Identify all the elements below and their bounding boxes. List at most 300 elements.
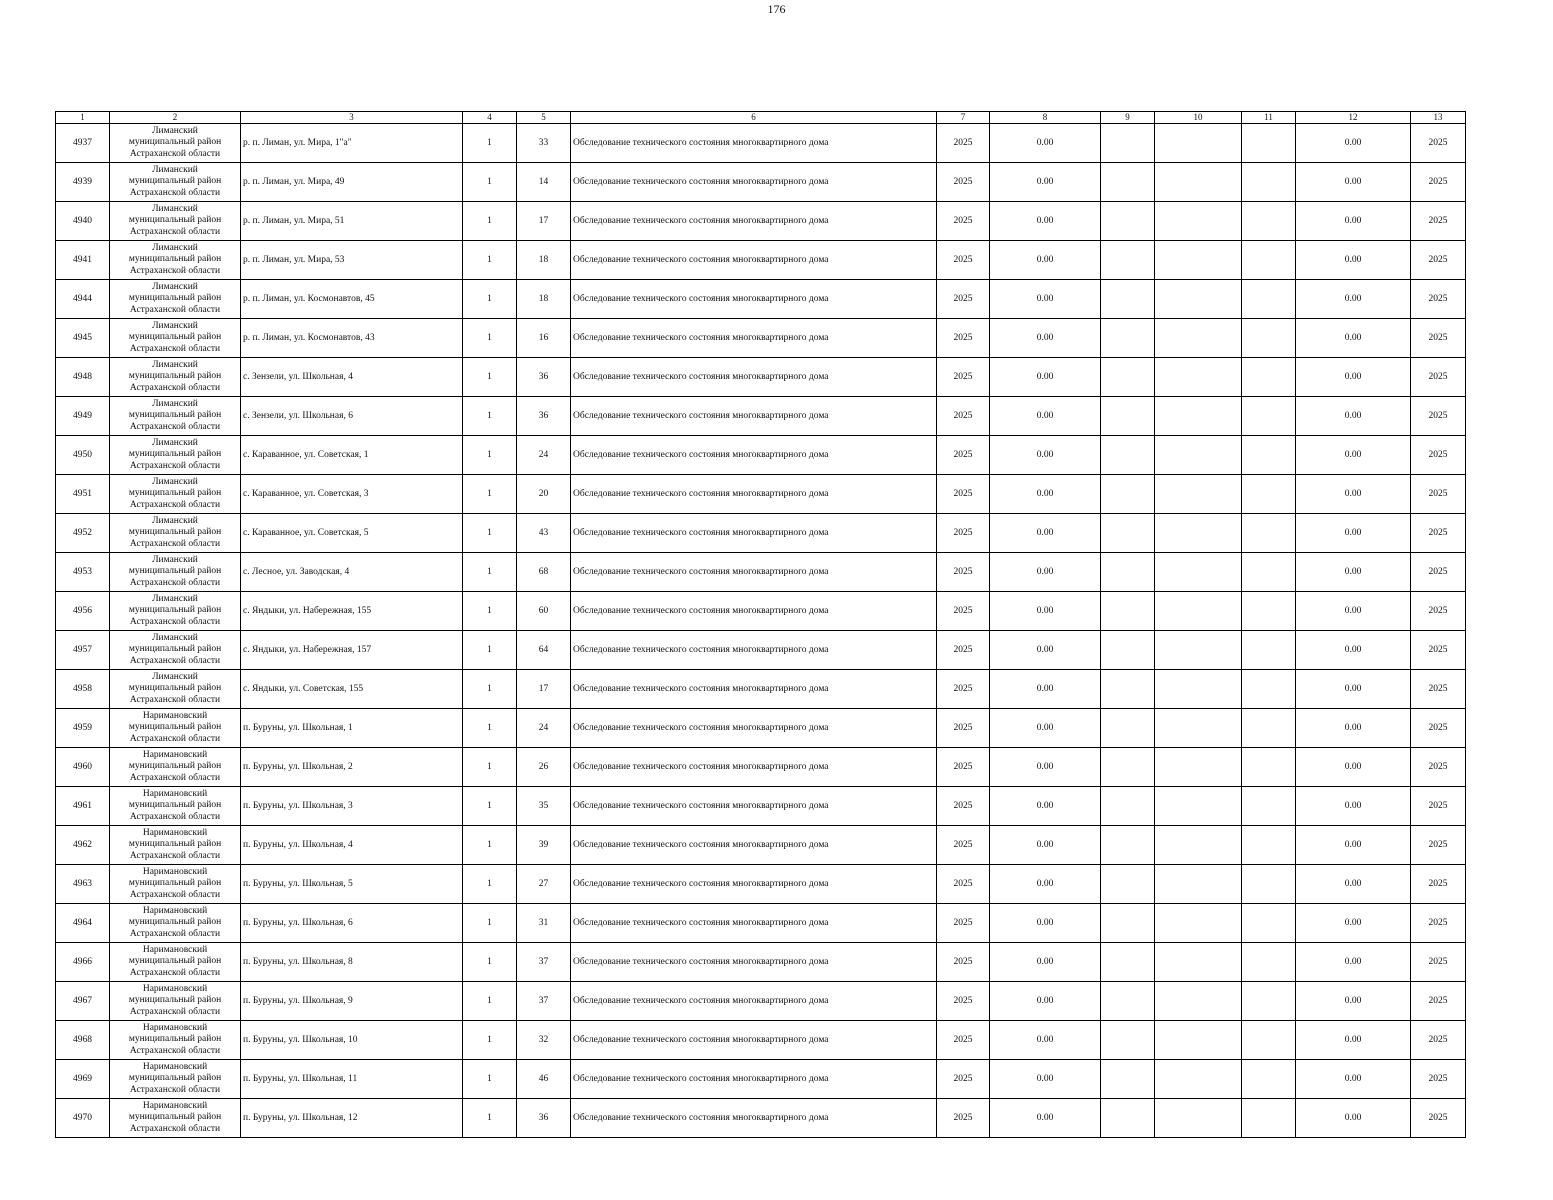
cell-num: 4941 — [56, 241, 110, 280]
cell-c12: 0.00 — [1296, 592, 1411, 631]
cell-num: 4969 — [56, 1060, 110, 1099]
cell-c10 — [1155, 358, 1242, 397]
cell-c4: 1 — [463, 982, 517, 1021]
cell-municipality — [110, 592, 241, 631]
cell-c11 — [1242, 787, 1296, 826]
cell-c9 — [1101, 163, 1155, 202]
cell-c13: 2025 — [1411, 982, 1466, 1021]
cell-c7: 2025 — [937, 748, 990, 787]
cell-c13: 2025 — [1411, 202, 1466, 241]
cell-c10 — [1155, 280, 1242, 319]
table-row — [56, 397, 1466, 436]
cell-c11 — [1242, 904, 1296, 943]
cell-c7: 2025 — [937, 553, 990, 592]
column-header-4: 4 — [463, 112, 517, 124]
cell-c5: 37 — [517, 982, 571, 1021]
cell-c13: 2025 — [1411, 280, 1466, 319]
table-row — [56, 631, 1466, 670]
cell-c11 — [1242, 163, 1296, 202]
column-header-9: 9 — [1101, 112, 1155, 124]
cell-c8: 0.00 — [990, 163, 1101, 202]
municipality-region: Астраханской области — [129, 148, 221, 159]
cell-c10 — [1155, 787, 1242, 826]
page-number: 176 — [767, 2, 786, 16]
municipality-type: муниципальный район — [128, 332, 222, 343]
table-row — [56, 748, 1466, 787]
cell-c12: 0.00 — [1296, 202, 1411, 241]
cell-c13: 2025 — [1411, 631, 1466, 670]
municipality-region: Астраханской области — [129, 421, 221, 432]
cell-municipality — [110, 1060, 241, 1099]
cell-c10 — [1155, 592, 1242, 631]
cell-municipality — [110, 241, 241, 280]
cell-work: Обследование технического состояния многоквартирного дома — [571, 1099, 937, 1138]
cell-c5: 32 — [517, 1021, 571, 1060]
cell-c10 — [1155, 982, 1242, 1021]
municipality-type: муниципальный район — [128, 215, 222, 226]
cell-c13: 2025 — [1411, 1099, 1466, 1138]
municipality-type: муниципальный район — [128, 644, 222, 655]
cell-municipality — [110, 553, 241, 592]
cell-municipality — [110, 319, 241, 358]
cell-c7: 2025 — [937, 280, 990, 319]
municipality-name: Наримановский — [142, 788, 208, 799]
cell-c9 — [1101, 397, 1155, 436]
table-row — [56, 787, 1466, 826]
cell-c11 — [1242, 241, 1296, 280]
cell-municipality — [110, 709, 241, 748]
cell-work: Обследование технического состояния многоквартирного дома — [571, 709, 937, 748]
municipality-name: Лиманский — [152, 554, 198, 565]
cell-addr: п. Буруны, ул. Школьная, 12 — [241, 1099, 463, 1138]
table-row — [56, 475, 1466, 514]
cell-c8: 0.00 — [990, 514, 1101, 553]
cell-c11 — [1242, 280, 1296, 319]
cell-addr: р. п. Лиман, ул. Мира, 49 — [241, 163, 463, 202]
cell-addr: п. Буруны, ул. Школьная, 1 — [241, 709, 463, 748]
cell-c7: 2025 — [937, 1060, 990, 1099]
cell-addr: с. Лесное, ул. Заводская, 4 — [241, 553, 463, 592]
cell-addr: с. Караванное, ул. Советская, 5 — [241, 514, 463, 553]
cell-c4: 1 — [463, 631, 517, 670]
cell-municipality — [110, 358, 241, 397]
cell-c8: 0.00 — [990, 202, 1101, 241]
cell-num: 4937 — [56, 124, 110, 163]
cell-municipality — [110, 280, 241, 319]
cell-addr: р. п. Лиман, ул. Космонавтов, 43 — [241, 319, 463, 358]
cell-c9 — [1101, 1021, 1155, 1060]
cell-c4: 1 — [463, 865, 517, 904]
cell-c11 — [1242, 124, 1296, 163]
cell-c8: 0.00 — [990, 592, 1101, 631]
cell-c8: 0.00 — [990, 748, 1101, 787]
cell-c4: 1 — [463, 709, 517, 748]
cell-municipality — [110, 631, 241, 670]
municipality-name: Лиманский — [152, 515, 198, 526]
cell-c9 — [1101, 202, 1155, 241]
cell-c11 — [1242, 1099, 1296, 1138]
table-row — [56, 241, 1466, 280]
cell-c10 — [1155, 475, 1242, 514]
cell-c9 — [1101, 787, 1155, 826]
cell-c5: 18 — [517, 241, 571, 280]
cell-work: Обследование технического состояния многоквартирного дома — [571, 163, 937, 202]
cell-c8: 0.00 — [990, 865, 1101, 904]
cell-municipality — [110, 475, 241, 514]
cell-c10 — [1155, 241, 1242, 280]
cell-c13: 2025 — [1411, 592, 1466, 631]
column-header-5: 5 — [517, 112, 571, 124]
cell-c9 — [1101, 1060, 1155, 1099]
column-header-1: 1 — [56, 112, 110, 124]
cell-c7: 2025 — [937, 904, 990, 943]
cell-c9 — [1101, 514, 1155, 553]
cell-addr: п. Буруны, ул. Школьная, 5 — [241, 865, 463, 904]
municipality-region: Астраханской области — [129, 967, 221, 978]
cell-c9 — [1101, 826, 1155, 865]
cell-c7: 2025 — [937, 436, 990, 475]
column-header-7: 7 — [937, 112, 990, 124]
municipality-type: муниципальный район — [128, 566, 222, 577]
cell-c7: 2025 — [937, 943, 990, 982]
table-row — [56, 124, 1466, 163]
municipality-type: муниципальный район — [128, 293, 222, 304]
municipality-region: Астраханской области — [129, 616, 221, 627]
cell-work: Обследование технического состояния многоквартирного дома — [571, 124, 937, 163]
cell-c12: 0.00 — [1296, 631, 1411, 670]
cell-num: 4948 — [56, 358, 110, 397]
cell-c7: 2025 — [937, 1099, 990, 1138]
cell-num: 4968 — [56, 1021, 110, 1060]
cell-c10 — [1155, 865, 1242, 904]
cell-c10 — [1155, 904, 1242, 943]
municipality-name: Лиманский — [152, 359, 198, 370]
municipality-name: Наримановский — [142, 710, 208, 721]
cell-num: 4953 — [56, 553, 110, 592]
cell-addr: п. Буруны, ул. Школьная, 11 — [241, 1060, 463, 1099]
municipality-name: Лиманский — [152, 125, 198, 136]
cell-c8: 0.00 — [990, 943, 1101, 982]
table-row — [56, 826, 1466, 865]
table-row — [56, 319, 1466, 358]
cell-c9 — [1101, 982, 1155, 1021]
municipality-name: Лиманский — [152, 281, 198, 292]
cell-c5: 20 — [517, 475, 571, 514]
cell-c9 — [1101, 280, 1155, 319]
cell-c11 — [1242, 358, 1296, 397]
cell-c4: 1 — [463, 943, 517, 982]
cell-c8: 0.00 — [990, 358, 1101, 397]
cell-num: 4962 — [56, 826, 110, 865]
cell-c10 — [1155, 124, 1242, 163]
cell-c5: 36 — [517, 358, 571, 397]
column-header-2: 2 — [110, 112, 241, 124]
cell-work: Обследование технического состояния многоквартирного дома — [571, 280, 937, 319]
cell-work: Обследование технического состояния многоквартирного дома — [571, 982, 937, 1021]
municipality-name: Наримановский — [142, 1100, 208, 1111]
cell-c7: 2025 — [937, 709, 990, 748]
cell-c12: 0.00 — [1296, 865, 1411, 904]
column-header-8: 8 — [990, 112, 1101, 124]
cell-c13: 2025 — [1411, 670, 1466, 709]
cell-addr: р. п. Лиман, ул. Космонавтов, 45 — [241, 280, 463, 319]
cell-work: Обследование технического состояния многоквартирного дома — [571, 1021, 937, 1060]
cell-c4: 1 — [463, 124, 517, 163]
cell-addr: с. Яндыки, ул. Набережная, 157 — [241, 631, 463, 670]
cell-municipality — [110, 163, 241, 202]
cell-c11 — [1242, 943, 1296, 982]
cell-c8: 0.00 — [990, 436, 1101, 475]
cell-c8: 0.00 — [990, 280, 1101, 319]
cell-c11 — [1242, 1021, 1296, 1060]
cell-c9 — [1101, 553, 1155, 592]
municipality-name: Лиманский — [152, 671, 198, 682]
cell-num: 4950 — [56, 436, 110, 475]
municipality-type: муниципальный район — [128, 605, 222, 616]
cell-c9 — [1101, 631, 1155, 670]
municipality-name: Наримановский — [142, 866, 208, 877]
cell-c9 — [1101, 358, 1155, 397]
cell-work: Обследование технического состояния многоквартирного дома — [571, 241, 937, 280]
municipality-name: Наримановский — [142, 983, 208, 994]
cell-work: Обследование технического состояния многоквартирного дома — [571, 202, 937, 241]
cell-c4: 1 — [463, 592, 517, 631]
cell-addr: п. Буруны, ул. Школьная, 8 — [241, 943, 463, 982]
municipality-type: муниципальный район — [128, 1112, 222, 1123]
table-row — [56, 592, 1466, 631]
municipality-region: Астраханской области — [129, 343, 221, 354]
cell-c5: 64 — [517, 631, 571, 670]
cell-c7: 2025 — [937, 865, 990, 904]
cell-c9 — [1101, 709, 1155, 748]
table-row — [56, 982, 1466, 1021]
municipality-name: Лиманский — [152, 437, 198, 448]
municipality-region: Астраханской области — [129, 655, 221, 666]
municipality-type: муниципальный район — [128, 956, 222, 967]
municipality-type: муниципальный район — [128, 761, 222, 772]
municipality-region: Астраханской области — [129, 1084, 221, 1095]
cell-municipality — [110, 787, 241, 826]
municipality-type: муниципальный район — [128, 995, 222, 1006]
cell-num: 4970 — [56, 1099, 110, 1138]
cell-c10 — [1155, 397, 1242, 436]
cell-c7: 2025 — [937, 1021, 990, 1060]
cell-c11 — [1242, 670, 1296, 709]
municipality-type: муниципальный район — [128, 254, 222, 265]
cell-work: Обследование технического состояния многоквартирного дома — [571, 436, 937, 475]
cell-num: 4951 — [56, 475, 110, 514]
cell-municipality — [110, 202, 241, 241]
cell-c10 — [1155, 670, 1242, 709]
cell-c10 — [1155, 319, 1242, 358]
cell-municipality — [110, 514, 241, 553]
cell-c12: 0.00 — [1296, 748, 1411, 787]
cell-c12: 0.00 — [1296, 163, 1411, 202]
cell-c9 — [1101, 904, 1155, 943]
municipality-type: муниципальный район — [128, 1073, 222, 1084]
cell-num: 4957 — [56, 631, 110, 670]
cell-work: Обследование технического состояния многоквартирного дома — [571, 631, 937, 670]
cell-addr: п. Буруны, ул. Школьная, 3 — [241, 787, 463, 826]
cell-addr: с. Яндыки, ул. Советская, 155 — [241, 670, 463, 709]
cell-c7: 2025 — [937, 319, 990, 358]
cell-c12: 0.00 — [1296, 904, 1411, 943]
cell-c10 — [1155, 163, 1242, 202]
cell-c12: 0.00 — [1296, 124, 1411, 163]
cell-c7: 2025 — [937, 826, 990, 865]
cell-c10 — [1155, 436, 1242, 475]
municipality-name: Лиманский — [152, 398, 198, 409]
cell-c13: 2025 — [1411, 124, 1466, 163]
cell-addr: п. Буруны, ул. Школьная, 2 — [241, 748, 463, 787]
table-row — [56, 163, 1466, 202]
cell-c11 — [1242, 1060, 1296, 1099]
cell-c12: 0.00 — [1296, 358, 1411, 397]
cell-municipality — [110, 1021, 241, 1060]
cell-work: Обследование технического состояния многоквартирного дома — [571, 592, 937, 631]
cell-addr: п. Буруны, ул. Школьная, 6 — [241, 904, 463, 943]
cell-c11 — [1242, 631, 1296, 670]
cell-c8: 0.00 — [990, 1021, 1101, 1060]
cell-c12: 0.00 — [1296, 982, 1411, 1021]
cell-c9 — [1101, 241, 1155, 280]
cell-num: 4966 — [56, 943, 110, 982]
cell-c7: 2025 — [937, 631, 990, 670]
cell-c10 — [1155, 709, 1242, 748]
municipality-name: Наримановский — [142, 1022, 208, 1033]
cell-c13: 2025 — [1411, 163, 1466, 202]
municipality-type: муниципальный район — [128, 449, 222, 460]
cell-c7: 2025 — [937, 241, 990, 280]
municipality-region: Астраханской области — [129, 1045, 221, 1056]
municipality-region: Астраханской области — [129, 1123, 221, 1134]
cell-c9 — [1101, 865, 1155, 904]
cell-num: 4944 — [56, 280, 110, 319]
cell-c12: 0.00 — [1296, 1060, 1411, 1099]
cell-c5: 31 — [517, 904, 571, 943]
municipality-region: Астраханской области — [129, 538, 221, 549]
cell-municipality — [110, 826, 241, 865]
table-row — [56, 904, 1466, 943]
cell-c11 — [1242, 982, 1296, 1021]
cell-c4: 1 — [463, 475, 517, 514]
cell-c9 — [1101, 1099, 1155, 1138]
cell-c8: 0.00 — [990, 1060, 1101, 1099]
municipality-type: муниципальный район — [128, 839, 222, 850]
cell-c5: 26 — [517, 748, 571, 787]
cell-c11 — [1242, 748, 1296, 787]
cell-c12: 0.00 — [1296, 241, 1411, 280]
cell-c4: 1 — [463, 514, 517, 553]
cell-addr: п. Буруны, ул. Школьная, 10 — [241, 1021, 463, 1060]
table-row — [56, 670, 1466, 709]
cell-num: 4958 — [56, 670, 110, 709]
cell-work: Обследование технического состояния многоквартирного дома — [571, 475, 937, 514]
cell-c12: 0.00 — [1296, 475, 1411, 514]
cell-c11 — [1242, 826, 1296, 865]
cell-c8: 0.00 — [990, 241, 1101, 280]
municipality-name: Наримановский — [142, 1061, 208, 1072]
municipality-region: Астраханской области — [129, 811, 221, 822]
cell-work: Обследование технического состояния многоквартирного дома — [571, 904, 937, 943]
column-header-10: 10 — [1155, 112, 1242, 124]
table-row — [56, 865, 1466, 904]
cell-c10 — [1155, 748, 1242, 787]
cell-c5: 14 — [517, 163, 571, 202]
municipality-region: Астраханской области — [129, 928, 221, 939]
cell-c12: 0.00 — [1296, 514, 1411, 553]
table-row — [56, 1099, 1466, 1138]
cell-c10 — [1155, 553, 1242, 592]
municipality-name: Лиманский — [152, 320, 198, 331]
cell-c10 — [1155, 1060, 1242, 1099]
municipality-region: Астраханской области — [129, 733, 221, 744]
municipality-type: муниципальный район — [128, 137, 222, 148]
municipality-name: Лиманский — [152, 164, 198, 175]
table-row — [56, 436, 1466, 475]
cell-c11 — [1242, 865, 1296, 904]
municipality-region: Астраханской области — [129, 1006, 221, 1017]
cell-c5: 27 — [517, 865, 571, 904]
cell-num: 4961 — [56, 787, 110, 826]
municipality-name: Наримановский — [142, 749, 208, 760]
cell-c12: 0.00 — [1296, 319, 1411, 358]
municipality-name: Наримановский — [142, 944, 208, 955]
cell-c10 — [1155, 1099, 1242, 1138]
municipality-region: Астраханской области — [129, 499, 221, 510]
column-header-13: 13 — [1411, 112, 1466, 124]
municipality-region: Астраханской области — [129, 187, 221, 198]
cell-municipality — [110, 943, 241, 982]
cell-c12: 0.00 — [1296, 397, 1411, 436]
municipality-region: Астраханской области — [129, 304, 221, 315]
cell-c8: 0.00 — [990, 475, 1101, 514]
cell-c11 — [1242, 514, 1296, 553]
cell-work: Обследование технического состояния многоквартирного дома — [571, 670, 937, 709]
cell-num: 4940 — [56, 202, 110, 241]
cell-c5: 37 — [517, 943, 571, 982]
cell-municipality — [110, 670, 241, 709]
cell-c13: 2025 — [1411, 787, 1466, 826]
table-row — [56, 1060, 1466, 1099]
cell-addr: с. Яндыки, ул. Набережная, 155 — [241, 592, 463, 631]
cell-c4: 1 — [463, 904, 517, 943]
table-row — [56, 553, 1466, 592]
municipality-region: Астраханской области — [129, 460, 221, 471]
cell-c12: 0.00 — [1296, 1099, 1411, 1138]
cell-c8: 0.00 — [990, 709, 1101, 748]
cell-c13: 2025 — [1411, 358, 1466, 397]
cell-municipality — [110, 436, 241, 475]
cell-c5: 35 — [517, 787, 571, 826]
municipality-region: Астраханской области — [129, 577, 221, 588]
cell-c10 — [1155, 1021, 1242, 1060]
cell-c4: 1 — [463, 358, 517, 397]
cell-work: Обследование технического состояния многоквартирного дома — [571, 748, 937, 787]
cell-c10 — [1155, 514, 1242, 553]
cell-c4: 1 — [463, 397, 517, 436]
cell-c7: 2025 — [937, 358, 990, 397]
table-row — [56, 358, 1466, 397]
cell-municipality — [110, 748, 241, 787]
cell-addr: п. Буруны, ул. Школьная, 9 — [241, 982, 463, 1021]
cell-c5: 24 — [517, 709, 571, 748]
cell-c4: 1 — [463, 553, 517, 592]
cell-c8: 0.00 — [990, 1099, 1101, 1138]
cell-num: 4939 — [56, 163, 110, 202]
cell-c13: 2025 — [1411, 514, 1466, 553]
table-row — [56, 514, 1466, 553]
